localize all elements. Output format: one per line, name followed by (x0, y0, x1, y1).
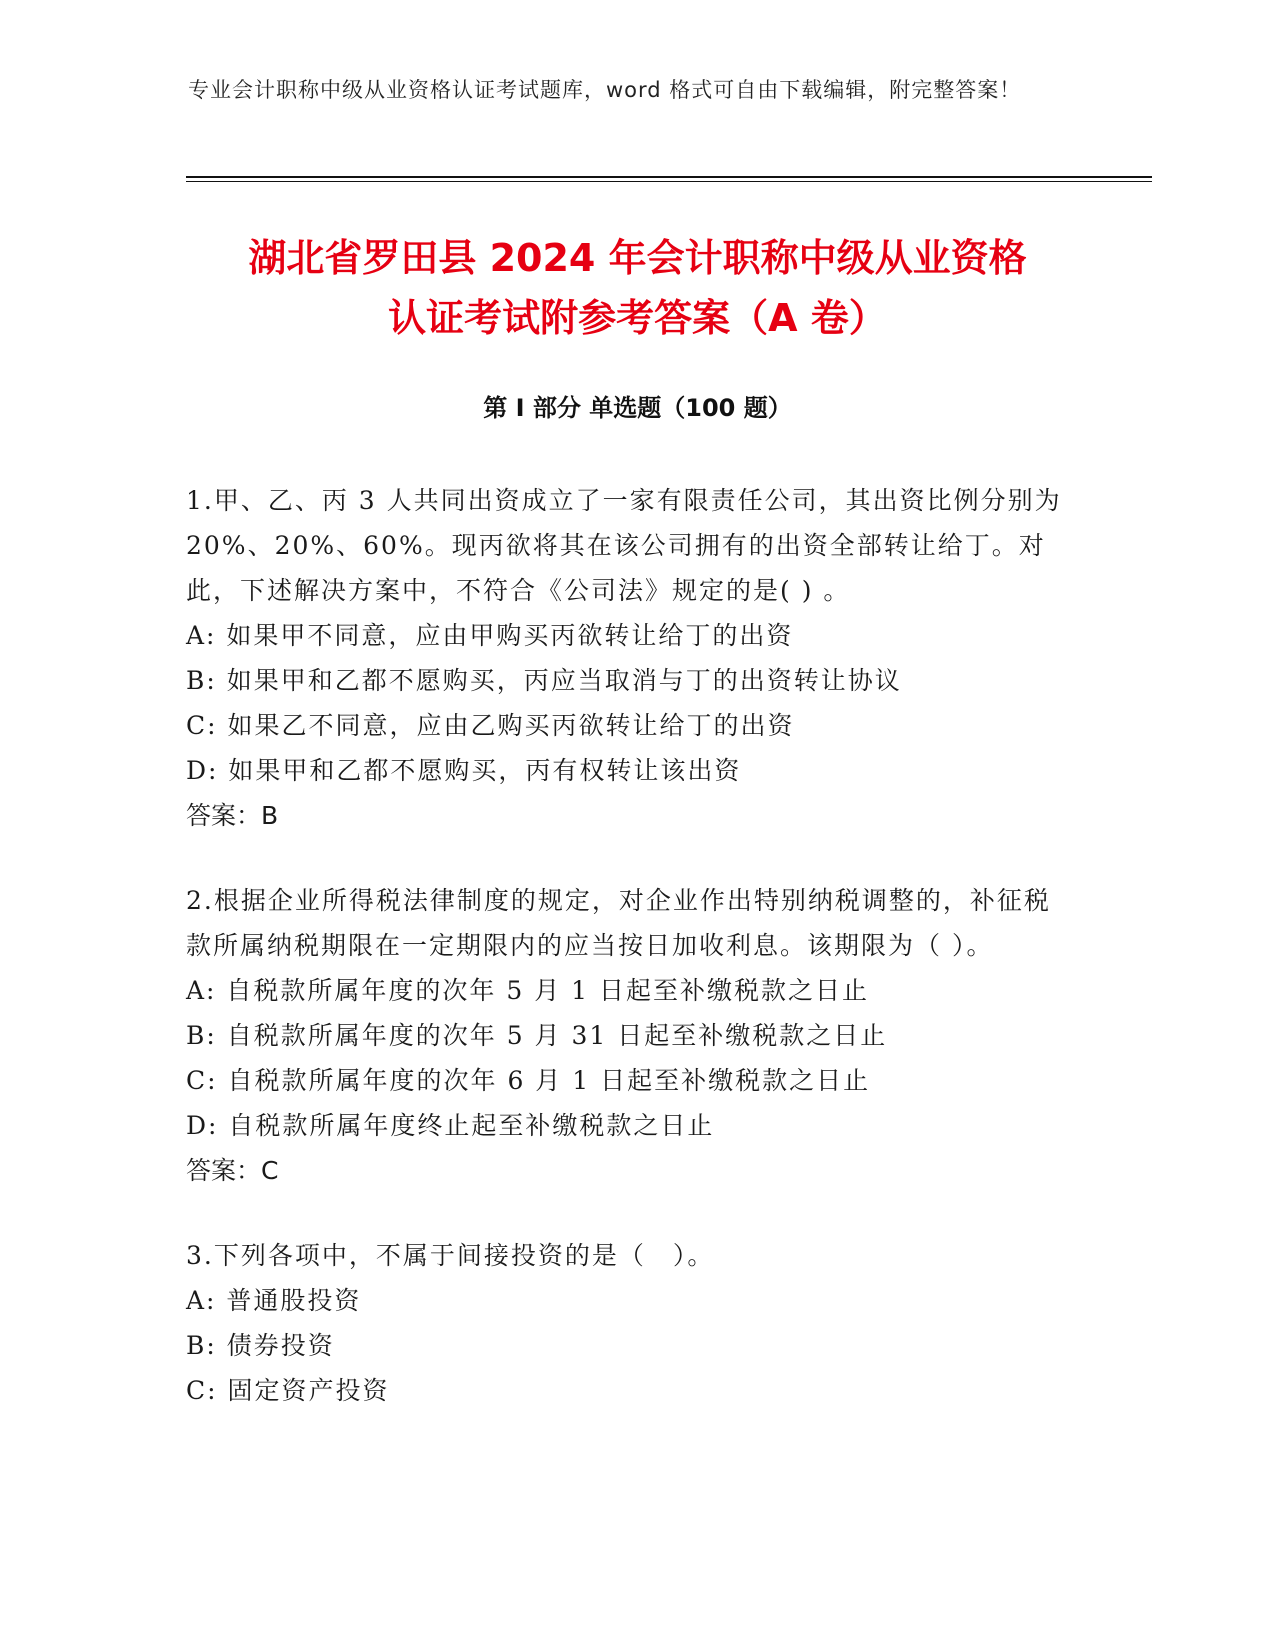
document-title-line-1: 湖北省罗田县 2024 年会计职称中级从业资格 (248, 236, 1027, 280)
question-stem: 2.根据企业所得税法律制度的规定，对企业作出特别纳税调整的，补征税款所属纳税期限在一定期限内的应当按日加收利息。该期限为（ ）。 (186, 886, 1051, 960)
option-c: C: 自税款所属年度的次年 6 月 1 日起至补缴税款之日止 (186, 1066, 871, 1095)
option-c: C: 如果乙不同意，应由乙购买丙欲转让给丁的出资 (186, 711, 795, 740)
option-b: B: 债券投资 (186, 1331, 335, 1360)
question-3 (186, 1233, 1066, 1413)
option-a: A: 如果甲不同意，应由甲购买丙欲转让给丁的出资 (186, 621, 794, 650)
header-rule-thin (186, 181, 1152, 182)
header-note: 专业会计职称中级从业资格认证考试题库，word 格式可自由下载编辑，附完整答案！ (188, 78, 1022, 102)
section-title: 第 I 部分 单选题（100 题） (483, 394, 792, 422)
option-d: D: 自税款所属年度终止起至补缴税款之日止 (186, 1111, 715, 1140)
option-d: D: 如果甲和乙都不愿购买，丙有权转让该出资 (186, 756, 742, 785)
option-a: A: 自税款所属年度的次年 5 月 1 日起至补缴税款之日止 (186, 976, 870, 1005)
question-list (186, 478, 1066, 1453)
question-stem: 1.甲、乙、丙 3 人共同出资成立了一家有限责任公司，其出资比例分别为 20%、20%、60%。现丙欲将其在该公司拥有的出资全部转让给丁。对此，下述解决方案中，不符合《公司法》规定的是( ) 。 (186, 486, 1062, 605)
document-title (160, 228, 1115, 348)
document-title-line-2: 认证考试附参考答案（A 卷） (388, 296, 887, 340)
option-a: A: 普通股投资 (186, 1286, 362, 1315)
header-rule-thick (186, 176, 1152, 178)
option-c: C: 固定资产投资 (186, 1376, 390, 1405)
answer: 答案：B (186, 801, 279, 830)
option-b: B: 如果甲和乙都不愿购买，丙应当取消与丁的出资转让协议 (186, 666, 902, 695)
answer: 答案：C (186, 1156, 279, 1185)
question-2 (186, 878, 1066, 1193)
option-b: B: 自税款所属年度的次年 5 月 31 日起至补缴税款之日止 (186, 1021, 888, 1050)
question-stem: 3.下列各项中，不属于间接投资的是（ ）。 (186, 1241, 715, 1270)
question-1 (186, 478, 1066, 838)
